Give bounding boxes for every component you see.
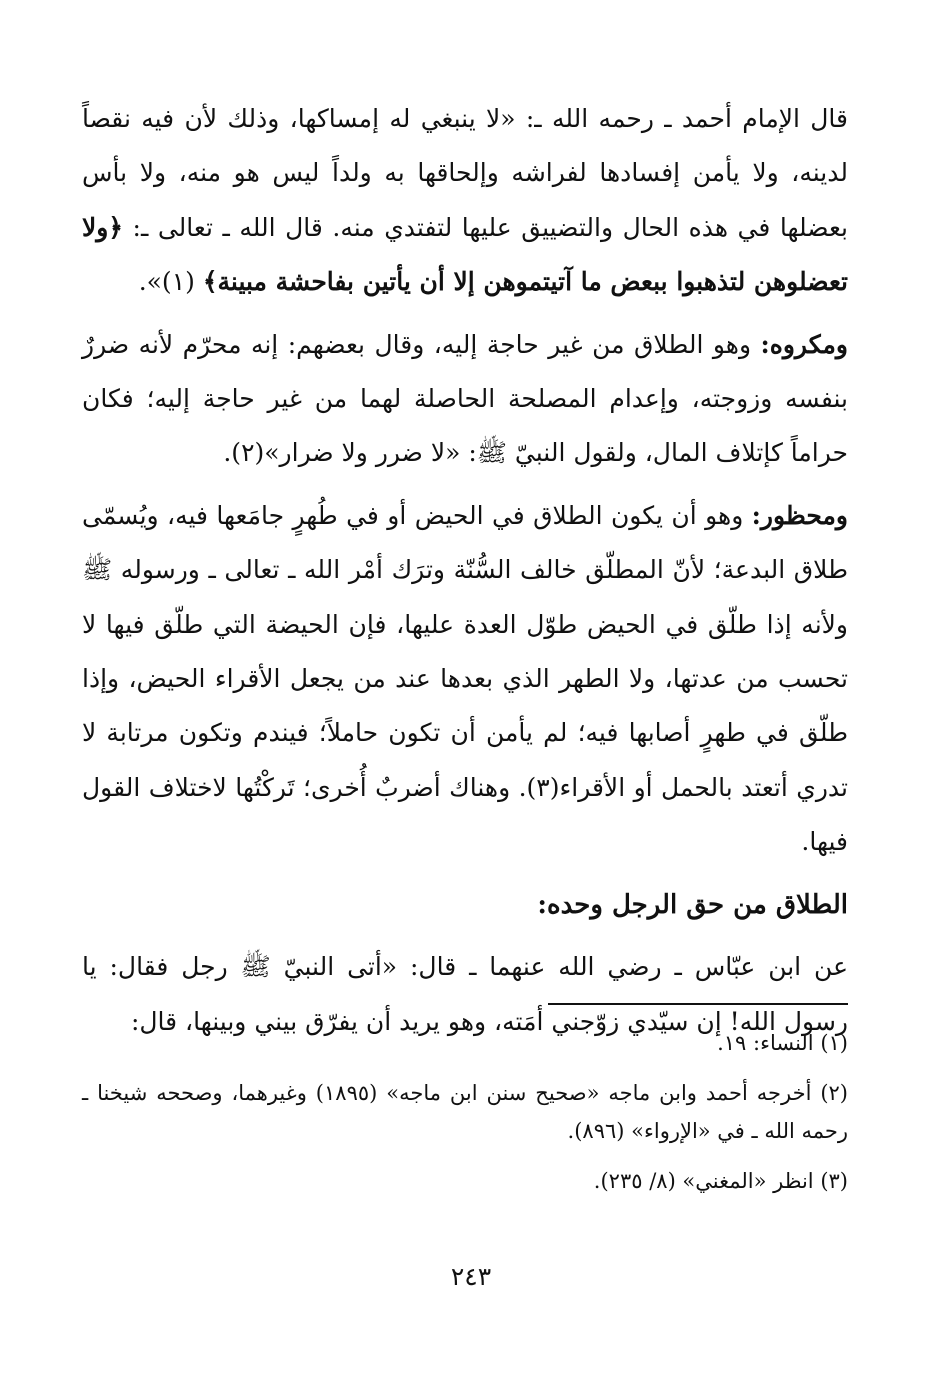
main-text (82, 92, 848, 1057)
term-makruh: ومكروه: (760, 329, 848, 359)
makruh-text: وهو الطلاق من غير حاجة إليه، وقال بعضهم: إنه محرّم لأنه ضررٌ بنفسه وزوجته، وإعدام المصلحة الحاصلة لهما من غير حاجة إليه؛ فكان حراماً كإتلاف المال، ولقول النبيّ ﷺ: «لا ضرر ولا ضرار»(٢). (82, 329, 848, 468)
paragraph-mahzur (82, 489, 848, 870)
paragraph-makruh (82, 318, 848, 481)
mahzur-text: وهو أن يكون الطلاق في الحيض أو في طُهرٍ جامَعها فيه، ويُسمّى طلاق البدعة؛ لأنّ المطلّق خالف السُّنّة وترَك أمْر الله ـ تعالى ـ ورسوله ﷺ ولأنه إذا طلّق في الحيض طوّل العدة عليها، فإن الحيضة التي طلّق فيها لا تحسب من عدتها، ولا الطهر الذي بعدها عند من يجعل الأقراء الحيض، وإذا طلّق في طهرٍ أصابها فيه؛ لم يأمن أن تكون حاملاً؛ فيندم وتكون مرتابة لا تدري أتعتد بالحمل أو الأقراء(٣). وهناك أضربٌ أُخرى؛ تَركْتُها لاختلاف القول فيها. (82, 500, 848, 857)
footnote-2: (٢) أخرجه أحمد وابن ماجه «صحيح سنن ابن ماجه» (١٨٩٥) وغيرهما، وصححه شيخنا ـ رحمه الله ـ في «الإرواء» (٨٩٦). (82, 1081, 848, 1143)
term-mahzur: ومحظور: (751, 500, 848, 530)
quote-text: قال الإمام أحمد ـ رحمه الله ـ: «لا ينبغي له إمساكها، وذلك لأن فيه نقصاً لدينه، ولا يأمن إفسادها لفراشه وإلحاقها به ولداً ليس هو منه، ولا بأس بعضلها في هذه الحال والتضييق عليها لتفتدي منه. قال الله ـ تعالى ـ: (82, 104, 848, 242)
quran-verse: ﴿ولا تعضلوهن لتذهبوا ببعض ما آتيتموهن إلا أن يأتين بفاحشة مبينة﴾ (82, 212, 848, 297)
paragraph-quote (82, 92, 848, 310)
page-number: ٢٤٣ (450, 1262, 492, 1291)
footnote-3: (٣) انظر «المغني» (٨/ ٢٣٥). (593, 1169, 848, 1193)
footnotes (82, 1024, 848, 1212)
section-heading: الطلاق من حق الرجل وحده: (537, 889, 848, 920)
footnote-1: (١) النساء: ١٩. (717, 1031, 848, 1055)
paragraph-hadith: عن ابن عبّاس ـ رضي الله عنهما ـ قال: «أتى النبيّ ﷺ رجل فقال: يا رسول الله! إن سيّدي زوّجني أمَته، وهو يريد أن يفرّق بيني وبينها، قال: (82, 952, 848, 1036)
footnote-divider (548, 1003, 848, 1005)
quote-ref: (١)». (138, 267, 195, 297)
